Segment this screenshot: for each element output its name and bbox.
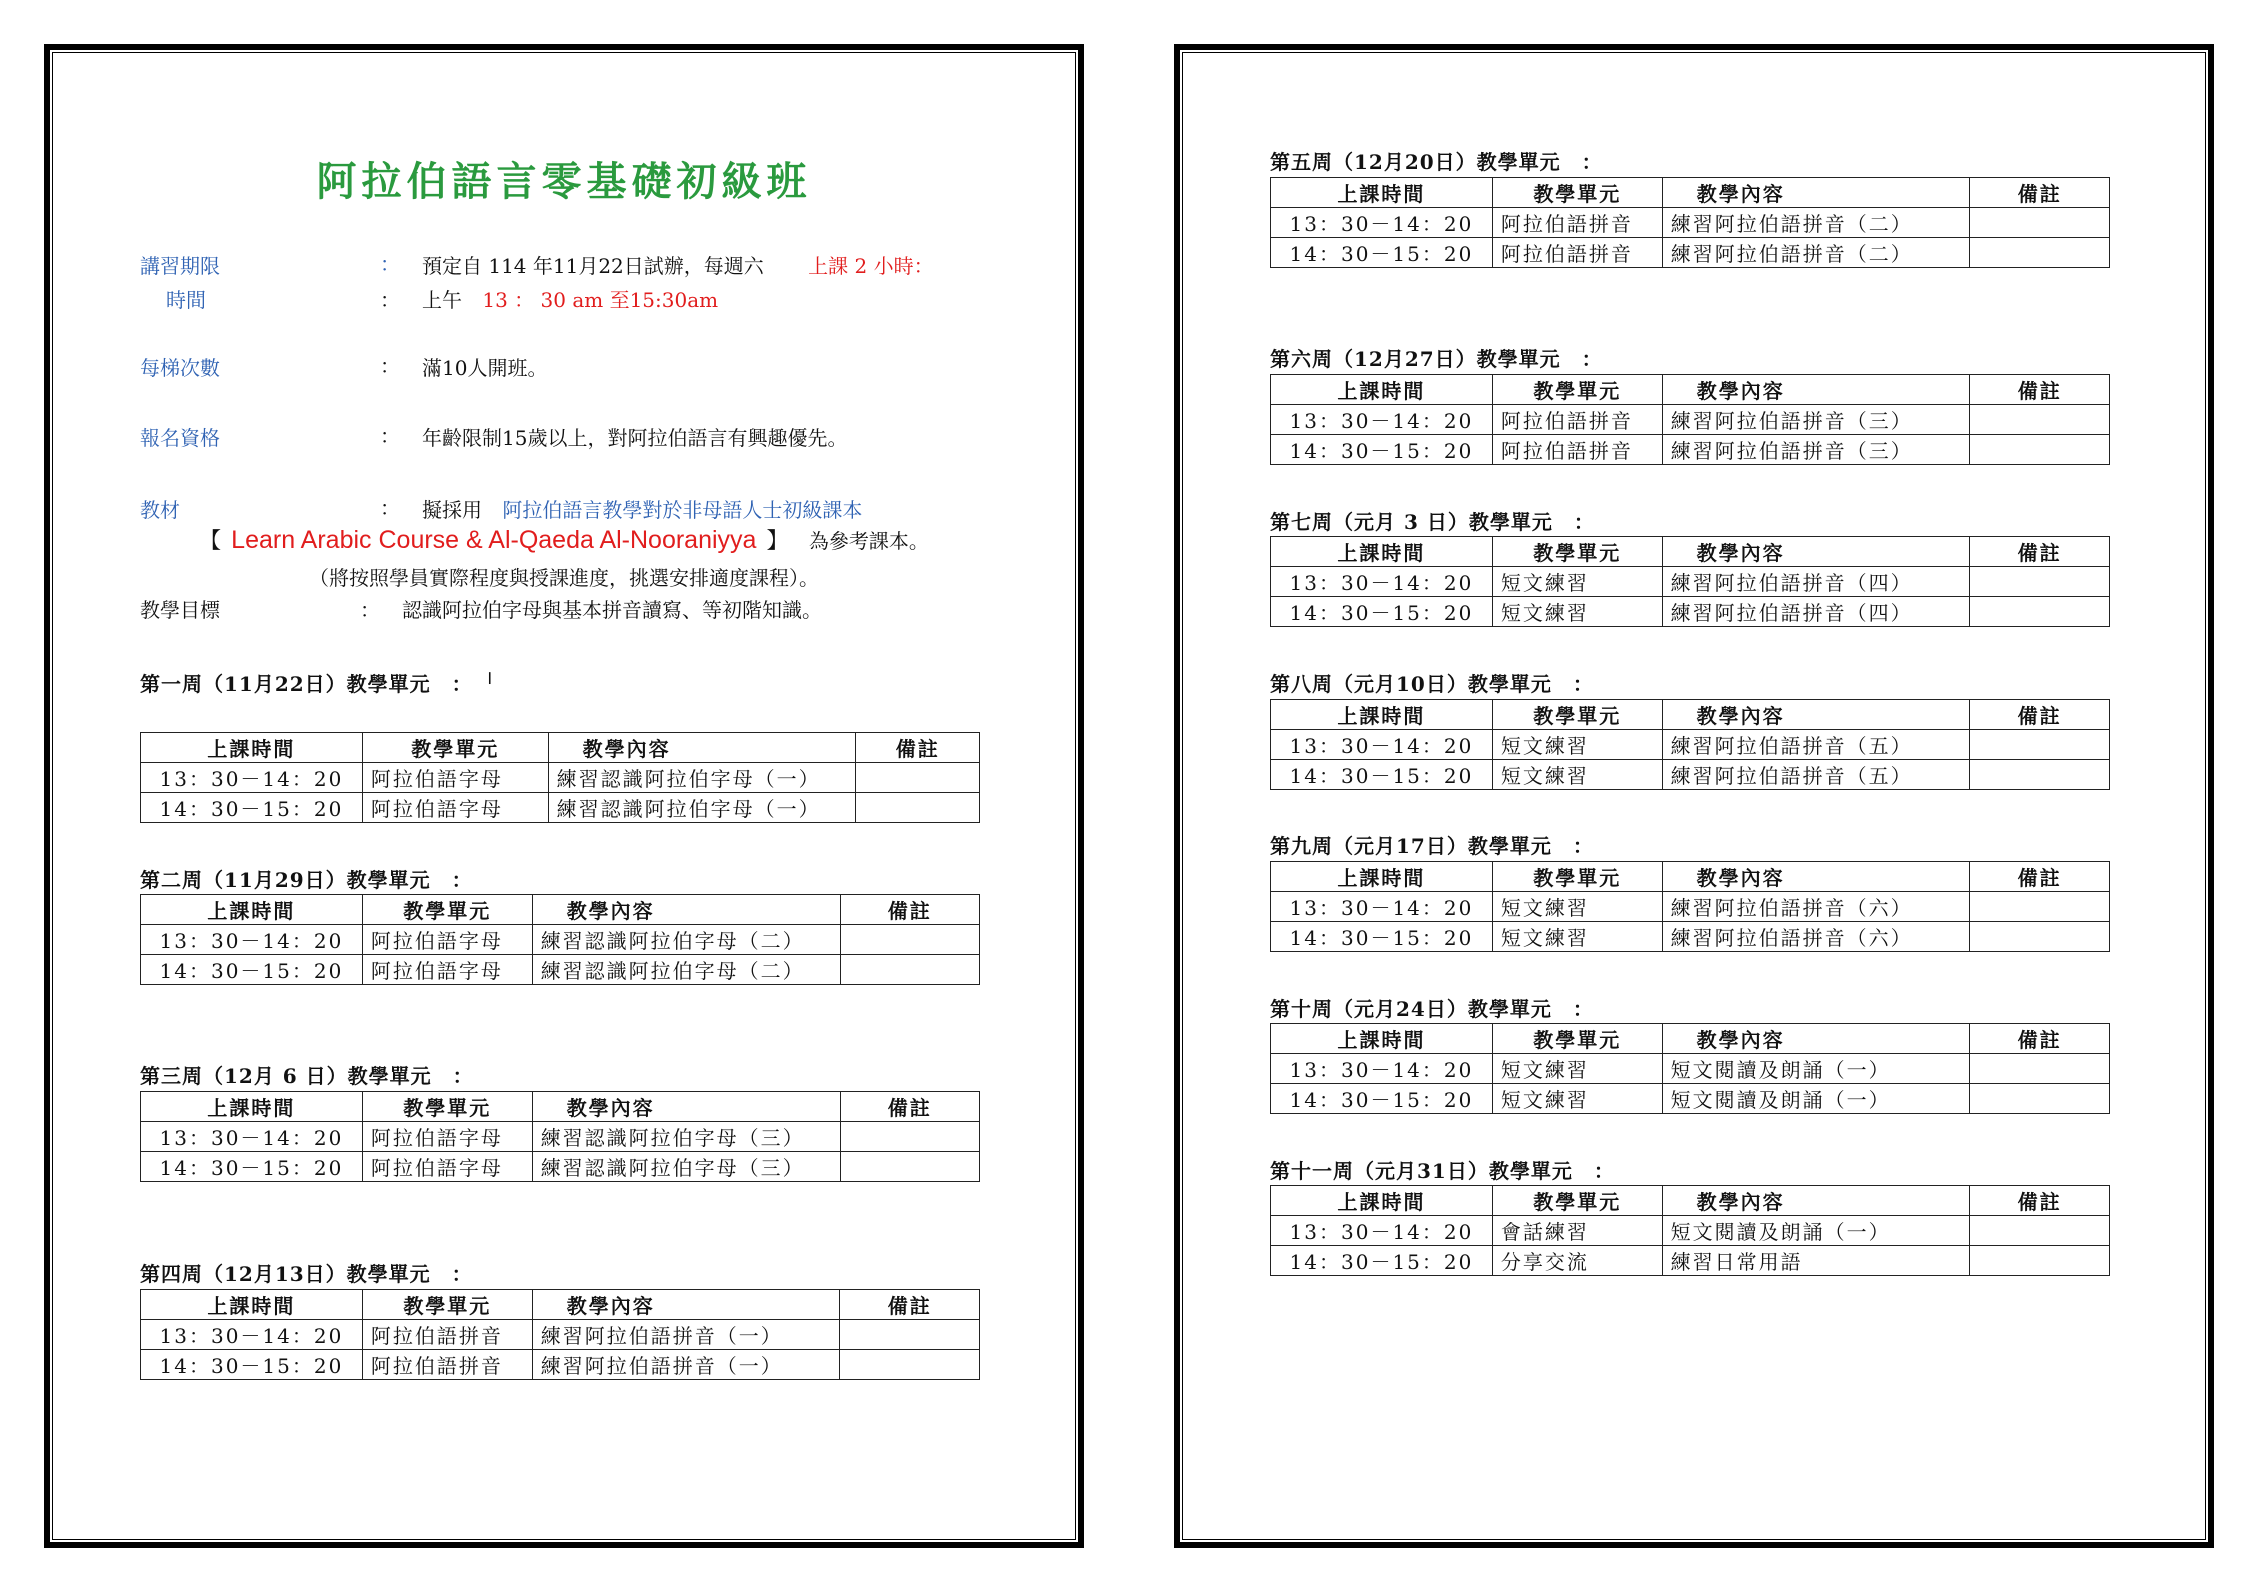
table-row [1271, 892, 2110, 922]
week-2-table [140, 894, 980, 985]
week-9-table [1270, 861, 2110, 952]
week-5-title: 第五周（12月20日）教學單元 ： [1270, 150, 1603, 174]
cell-unit: 會話練習 [1492, 1216, 1662, 1246]
table-row [1271, 435, 2110, 465]
header-unit: 教學單元 [362, 733, 548, 763]
cell-unit: 阿拉伯語字母 [362, 925, 532, 955]
cell-time: 14：30－15：20 [1271, 760, 1493, 790]
header-content: 教學內容 [548, 733, 856, 763]
period-value [422, 250, 934, 279]
cell-unit: 阿拉伯語拼音 [1492, 435, 1662, 465]
goal-colon: ： [360, 598, 380, 622]
table-row [141, 1122, 980, 1152]
header-time: 上課時間 [1271, 862, 1493, 892]
cell-unit: 阿拉伯語字母 [362, 1122, 532, 1152]
header-unit: 教學單元 [362, 895, 532, 925]
table-row [141, 1152, 980, 1182]
cell-content: 練習日常用語 [1662, 1246, 1970, 1276]
table-row [1271, 922, 2110, 952]
cell-remark [1970, 208, 2110, 238]
header-content: 教學內容 [532, 1290, 840, 1320]
table-row [141, 1320, 980, 1350]
cell-unit: 阿拉伯語字母 [362, 763, 548, 793]
week-2-title: 第二周（11月29日）教學單元 ： [140, 868, 473, 892]
table-header-row [1271, 1024, 2110, 1054]
cell-content: 練習認識阿拉伯字母（三） [532, 1152, 840, 1182]
material-colon: ： [380, 496, 400, 520]
cell-content: 練習阿拉伯語拼音（四） [1662, 567, 1970, 597]
header-remark: 備註 [1970, 1024, 2110, 1054]
cell-content: 短文閱讀及朗誦（一） [1662, 1216, 1970, 1246]
header-remark: 備註 [856, 733, 980, 763]
material-prefix: 擬採用 [422, 498, 482, 522]
material-label: 教材 [140, 498, 180, 522]
cell-time: 14：30－15：20 [1271, 1246, 1493, 1276]
cell-remark [856, 793, 980, 823]
table-row [141, 793, 980, 823]
registration-colon: ： [380, 424, 400, 448]
header-unit: 教學單元 [1492, 862, 1662, 892]
week-6-title: 第六周（12月27日）教學單元 ： [1270, 347, 1603, 371]
cell-unit: 短文練習 [1492, 567, 1662, 597]
time-red-text: 13 ： 30 am 至15:30am [482, 288, 719, 312]
table-header-row [1271, 862, 2110, 892]
table-row [1271, 405, 2110, 435]
material-value [422, 494, 862, 523]
cell-time: 13：30－14：20 [141, 1320, 363, 1350]
table-header-row [1271, 1186, 2110, 1216]
header-time: 上課時間 [1271, 537, 1493, 567]
cell-content: 短文閱讀及朗誦（一） [1662, 1054, 1970, 1084]
header-content: 教學內容 [532, 895, 840, 925]
registration-label: 報名資格 [140, 426, 220, 450]
time-colon: ： [380, 288, 400, 312]
cell-time: 13：30－14：20 [1271, 1216, 1493, 1246]
cell-time: 14：30－15：20 [141, 793, 363, 823]
cell-time: 13：30－14：20 [1271, 730, 1493, 760]
cell-content: 練習阿拉伯語拼音（三） [1662, 435, 1970, 465]
cell-content: 練習阿拉伯語拼音（一） [532, 1350, 840, 1380]
table-row [1271, 567, 2110, 597]
header-time: 上課時間 [1271, 700, 1493, 730]
table-row [1271, 1216, 2110, 1246]
cell-remark [840, 1320, 980, 1350]
header-content: 教學內容 [1662, 537, 1970, 567]
header-unit: 教學單元 [1492, 700, 1662, 730]
cell-content: 練習阿拉伯語拼音（六） [1662, 922, 1970, 952]
page-left [44, 44, 1084, 1548]
header-remark: 備註 [1970, 862, 2110, 892]
cell-content: 短文閱讀及朗誦（一） [1662, 1084, 1970, 1114]
cell-time: 14：30－15：20 [1271, 1084, 1493, 1114]
week-9-title: 第九周（元月17日）教學單元 ： [1270, 834, 1594, 858]
cell-time: 13：30－14：20 [1271, 208, 1493, 238]
course-suffix: 為參考課本。 [808, 529, 929, 553]
cell-time: 13：30－14：20 [141, 925, 363, 955]
cell-content: 練習阿拉伯語拼音（五） [1662, 730, 1970, 760]
course-line [50, 524, 1078, 555]
document-title: 阿拉伯語言零基礎初級班 [316, 158, 812, 205]
header-remark: 備註 [1970, 537, 2110, 567]
table-row [1271, 760, 2110, 790]
cell-unit: 短文練習 [1492, 892, 1662, 922]
week-4-title: 第四周（12月13日）教學單元 ： [140, 1262, 473, 1286]
header-time: 上課時間 [141, 895, 363, 925]
period-colon: ： [380, 252, 400, 276]
page-right [1174, 44, 2214, 1548]
goal-row [140, 594, 822, 623]
header-content: 教學內容 [1662, 700, 1970, 730]
cell-remark [1970, 922, 2110, 952]
week-10-table [1270, 1023, 2110, 1114]
table-header-row [141, 895, 980, 925]
week-10-title: 第十周（元月24日）教學單元 ： [1270, 997, 1594, 1021]
cell-unit: 分享交流 [1492, 1246, 1662, 1276]
header-unit: 教學單元 [1492, 178, 1662, 208]
cell-content: 練習認識阿拉伯字母（二） [532, 955, 840, 985]
class-colon: ： [380, 354, 400, 378]
cell-remark [1970, 1216, 2110, 1246]
cell-time: 14：30－15：20 [1271, 922, 1493, 952]
cell-remark [1970, 405, 2110, 435]
cell-remark [1970, 435, 2110, 465]
table-row [1271, 597, 2110, 627]
cell-content: 練習阿拉伯語拼音（二） [1662, 208, 1970, 238]
registration-value: 年齡限制15歲以上，對阿拉伯語言有興趣優先。 [422, 426, 848, 450]
table-row [141, 1350, 980, 1380]
cell-remark [856, 763, 980, 793]
cell-content: 練習阿拉伯語拼音（一） [532, 1320, 840, 1350]
cell-content: 練習阿拉伯語拼音（二） [1662, 238, 1970, 268]
cell-content: 練習阿拉伯語拼音（三） [1662, 405, 1970, 435]
cell-remark [840, 955, 980, 985]
week-3-title: 第三周（12月 6 日）教學單元 ： [140, 1064, 474, 1088]
table-row [1271, 730, 2110, 760]
cell-time: 13：30－14：20 [141, 1122, 363, 1152]
table-row [1271, 1246, 2110, 1276]
cell-time: 14：30－15：20 [141, 1350, 363, 1380]
bracket-close: 】 [766, 529, 789, 554]
table-row [141, 763, 980, 793]
header-unit: 教學單元 [1492, 537, 1662, 567]
cell-time: 13：30－14：20 [1271, 1054, 1493, 1084]
header-content: 教學內容 [1662, 1024, 1970, 1054]
header-remark: 備註 [840, 1092, 980, 1122]
week-5-table [1270, 177, 2110, 268]
week-8-title: 第八周（元月10日）教學單元 ： [1270, 672, 1594, 696]
course-name: Learn Arabic Course & Al-Qaeda Al-Nooraniyya [231, 526, 757, 554]
header-remark: 備註 [840, 1290, 980, 1320]
cell-unit: 短文練習 [1492, 1084, 1662, 1114]
cell-time: 13：30－14：20 [1271, 892, 1493, 922]
table-row [141, 955, 980, 985]
cell-remark [1970, 760, 2110, 790]
cell-remark [1970, 730, 2110, 760]
header-time: 上課時間 [141, 1290, 363, 1320]
goal-label: 教學目標 [140, 598, 220, 622]
week-4-table [140, 1289, 980, 1380]
class-value: 滿10人開班。 [422, 356, 548, 380]
cell-unit: 阿拉伯語字母 [362, 955, 532, 985]
period-text: 預定自 114 年11月22日試辦，每週六 [422, 254, 764, 278]
cell-unit: 短文練習 [1492, 922, 1662, 952]
header-time: 上課時間 [1271, 1024, 1493, 1054]
table-row [1271, 238, 2110, 268]
cell-time: 13：30－14：20 [141, 763, 363, 793]
header-remark: 備註 [1970, 1186, 2110, 1216]
goal-text: 認識阿拉伯字母與基本拼音讀寫、等初階知識。 [402, 598, 822, 622]
header-remark: 備註 [1970, 178, 2110, 208]
cell-remark [840, 1122, 980, 1152]
header-content: 教學內容 [532, 1092, 840, 1122]
cell-time: 13：30－14：20 [1271, 567, 1493, 597]
cell-unit: 阿拉伯語拼音 [1492, 405, 1662, 435]
time-value [422, 284, 718, 313]
cell-remark [840, 1350, 980, 1380]
header-unit: 教學單元 [1492, 1186, 1662, 1216]
cell-content: 練習阿拉伯語拼音（四） [1662, 597, 1970, 627]
cell-remark [1970, 1054, 2110, 1084]
cell-unit: 阿拉伯語字母 [362, 793, 548, 823]
cell-remark [1970, 597, 2110, 627]
table-header-row [1271, 178, 2110, 208]
cell-remark [840, 1152, 980, 1182]
header-content: 教學內容 [1662, 862, 1970, 892]
cell-unit: 阿拉伯語字母 [362, 1152, 532, 1182]
week-1-table [140, 732, 980, 823]
header-content: 教學內容 [1662, 178, 1970, 208]
week-7-title: 第七周（元月 3 日）教學單元 ： [1270, 510, 1595, 534]
header-time: 上課時間 [141, 733, 363, 763]
cell-content: 練習認識阿拉伯字母（三） [532, 1122, 840, 1152]
table-row [1271, 1054, 2110, 1084]
cell-remark [1970, 1084, 2110, 1114]
cell-time: 13：30－14：20 [1271, 405, 1493, 435]
week-6-table [1270, 374, 2110, 465]
cell-unit: 阿拉伯語拼音 [362, 1320, 532, 1350]
cell-content: 練習認識阿拉伯字母（一） [548, 763, 856, 793]
cell-content: 練習阿拉伯語拼音（五） [1662, 760, 1970, 790]
cell-time: 14：30－15：20 [141, 1152, 363, 1182]
header-time: 上課時間 [1271, 178, 1493, 208]
cell-unit: 短文練習 [1492, 597, 1662, 627]
period-label: 講習期限 [140, 254, 220, 278]
cell-time: 14：30－15：20 [141, 955, 363, 985]
table-row [141, 925, 980, 955]
week-11-title: 第十一周（元月31日）教學單元 ： [1270, 1159, 1615, 1183]
cell-content: 練習認識阿拉伯字母（一） [548, 793, 856, 823]
header-remark: 備註 [840, 895, 980, 925]
cell-remark [1970, 892, 2110, 922]
cell-content: 練習認識阿拉伯字母（二） [532, 925, 840, 955]
week-1-title: 第一周（11月22日）教學單元 ： ╵ [140, 672, 497, 696]
cell-unit: 短文練習 [1492, 1054, 1662, 1084]
week-3-table [140, 1091, 980, 1182]
week-11-table [1270, 1185, 2110, 1276]
table-header-row [141, 1290, 980, 1320]
class-label: 每梯次數 [140, 356, 220, 380]
header-unit: 教學單元 [362, 1290, 532, 1320]
cell-remark [1970, 1246, 2110, 1276]
table-header-row [141, 733, 980, 763]
week-7-table [1270, 536, 2110, 627]
time-label: 時間 [166, 288, 206, 312]
header-time: 上課時間 [1271, 1186, 1493, 1216]
table-row [1271, 208, 2110, 238]
table-header-row [1271, 700, 2110, 730]
header-unit: 教學單元 [1492, 1024, 1662, 1054]
table-header-row [1271, 375, 2110, 405]
header-remark: 備註 [1970, 700, 2110, 730]
header-time: 上課時間 [141, 1092, 363, 1122]
cell-unit: 短文練習 [1492, 760, 1662, 790]
table-header-row [1271, 537, 2110, 567]
time-prefix: 上午 [422, 288, 462, 312]
period-red-text: 上課 2 小時： [808, 254, 934, 278]
cell-time: 14：30－15：20 [1271, 238, 1493, 268]
cell-content: 練習阿拉伯語拼音（六） [1662, 892, 1970, 922]
table-row [1271, 1084, 2110, 1114]
header-unit: 教學單元 [362, 1092, 532, 1122]
header-content: 教學內容 [1662, 1186, 1970, 1216]
header-content: 教學內容 [1662, 375, 1970, 405]
cell-unit: 阿拉伯語拼音 [1492, 238, 1662, 268]
bracket-open: 【 [199, 529, 222, 554]
material-book-name: 阿拉伯語言教學對於非母語人士初級課本 [502, 498, 863, 522]
course-note: （將按照學員實際程度與授課進度，挑選安排適度課程）。 [309, 566, 819, 590]
cell-unit: 短文練習 [1492, 730, 1662, 760]
header-unit: 教學單元 [1492, 375, 1662, 405]
cell-remark [1970, 567, 2110, 597]
cell-time: 14：30－15：20 [1271, 435, 1493, 465]
cell-remark [840, 925, 980, 955]
week-8-table [1270, 699, 2110, 790]
cell-remark [1970, 238, 2110, 268]
cell-unit: 阿拉伯語拼音 [362, 1350, 532, 1380]
cell-time: 14：30－15：20 [1271, 597, 1493, 627]
header-time: 上課時間 [1271, 375, 1493, 405]
header-remark: 備註 [1970, 375, 2110, 405]
cell-unit: 阿拉伯語拼音 [1492, 208, 1662, 238]
table-header-row [141, 1092, 980, 1122]
